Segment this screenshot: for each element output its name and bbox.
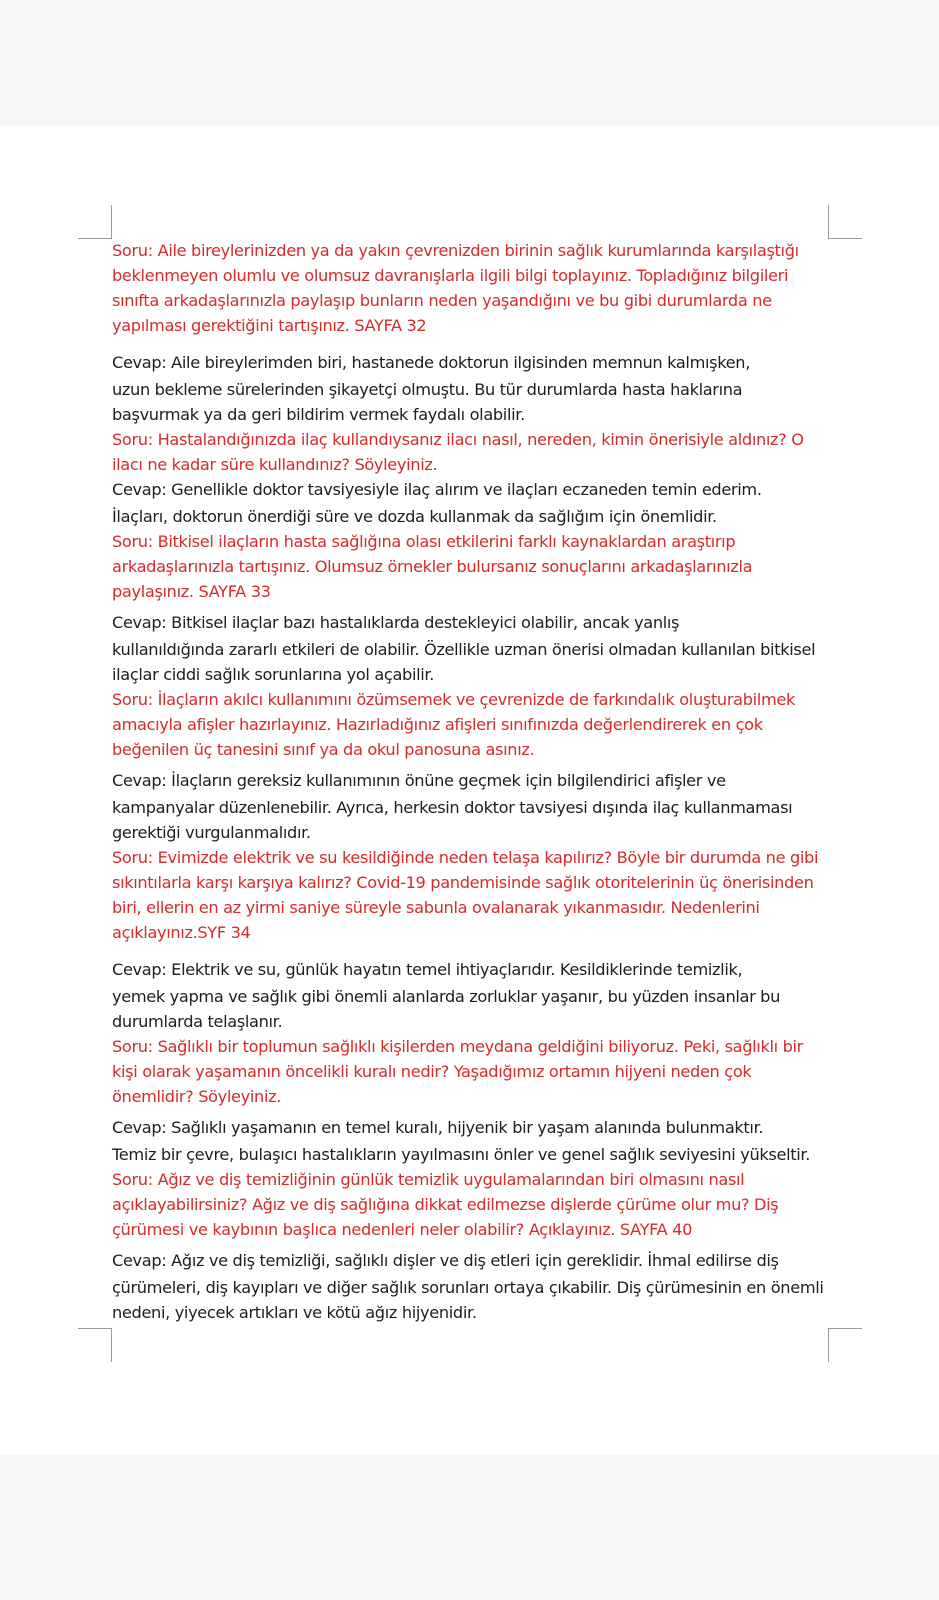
answer-7: [112, 1248, 828, 1325]
answer-3-first-line: Cevap: Bitkisel ilaçlar bazı hastalıklarda destekleyici olabilir, ancak yanlış: [112, 613, 680, 632]
answer-5: [112, 957, 828, 1034]
answer-6: [112, 1115, 828, 1167]
answer-2-rest: İlaçları, doktorun önerdiği süre ve dozda kullanmak da sağlığım için önemlidir.: [112, 507, 717, 526]
answer-1: [112, 350, 828, 427]
question-3: Soru: Bitkisel ilaçların hasta sağlığına olası etkilerini farklı kaynaklardan araştırıp arkadaşlarınızla tartışınız. Olumsuz örnekler bulursanız sonuçlarını arkadaşlarınızla paylaşınız. SAYFA 33: [112, 532, 753, 601]
question-1: Soru: Aile bireylerinizden ya da yakın çevrenizden birinin sağlık kurumlarında karşılaştığı beklenmeyen olumlu ve olumsuz davranışlarla ilgili bilgi toplayınız. Topladığınız bilgileri sınıfta arkadaşlarınızla paylaşıp bunların neden yaşandığını ve bu gibi durumlarda ne yapılması gerektiğini tartışınız. SAYFA 32: [112, 241, 799, 335]
answer-1-rest: uzun bekleme sürelerinden şikayetçi olmuştu. Bu tür durumlarda hasta haklarına başvurmak ya da geri bildirim vermek faydalı olabilir.: [112, 380, 743, 424]
answer-5-rest: yemek yapma ve sağlık gibi önemli alanlarda zorluklar yaşanır, bu yüzden insanlar bu durumlarda telaşlanır.: [112, 987, 781, 1031]
answer-7-first-line: Cevap: Ağız ve diş temizliği, sağlıklı dişler ve diş etleri için gereklidir. İhmal edilirse diş: [112, 1251, 779, 1270]
answer-1-first-line: Cevap: Aile bireylerimden biri, hastanede doktorun ilgisinden memnun kalmışken,: [112, 353, 750, 372]
crop-mark-bottom-left: [78, 1328, 112, 1362]
answer-4-rest: kampanyalar düzenlenebilir. Ayrıca, herkesin doktor tavsiyesi dışında ilaç kullanmaması gerektiği vurgulanmalıdır.: [112, 798, 793, 842]
document-page: [0, 125, 939, 1455]
answer-5-first-line: Cevap: Elektrik ve su, günlük hayatın temel ihtiyaçlarıdır. Kesildiklerinde temizlik,: [112, 960, 743, 979]
document-body: [112, 238, 828, 1325]
question-6: Soru: Sağlıklı bir toplumun sağlıklı kişilerden meydana geldiğini biliyoruz. Peki, sağlıklı bir kişi olarak yaşamanın öncelikli kuralı nedir? Yaşadığımız ortamın hijyeni neden çok önemlidir? Söyleyiniz.: [112, 1037, 803, 1106]
answer-2-first-line: Cevap: Genellikle doktor tavsiyesiyle ilaç alırım ve ilaçları eczaneden temin ederim.: [112, 480, 762, 499]
answer-2: [112, 477, 828, 529]
answer-4-first-line: Cevap: İlaçların gereksiz kullanımının önüne geçmek için bilgilendirici afişler ve: [112, 771, 726, 790]
crop-mark-bottom-right: [828, 1328, 862, 1362]
crop-mark-top-left: [78, 205, 112, 239]
question-7: Soru: Ağız ve diş temizliğinin günlük temizlik uygulamalarından biri olmasını nasıl açıklayabilirsiniz? Ağız ve diş sağlığına dikkat edilmezse dişlerde çürüme olur mu? Diş çürümesi ve kaybının başlıca nedenleri neler olabilir? Açıklayınız. SAYFA 40: [112, 1170, 779, 1239]
answer-7-rest: çürümeleri, diş kayıpları ve diğer sağlık sorunları ortaya çıkabilir. Diş çürümesinin en önemli nedeni, yiyecek artıkları ve kötü ağız hijyenidir.: [112, 1278, 824, 1322]
crop-mark-top-right: [828, 205, 862, 239]
answer-4: [112, 768, 828, 845]
question-5: Soru: Evimizde elektrik ve su kesildiğinde neden telaşa kapılırız? Böyle bir durumda ne gibi sıkıntılarla karşı karşıya kalırız? Covid-19 pandemisinde sağlık otoritelerinin üç önerisinden biri, ellerin en az yirmi saniye süreyle sabunla ovalanarak yıkanmasıdır. Nedenlerini açıklayınız.SYF 34: [112, 848, 819, 942]
question-2: Soru: Hastalandığınızda ilaç kullandıysanız ilacı nasıl, nereden, kimin önerisiyle aldınız? O ilacı ne kadar süre kullandınız? Söyleyiniz.: [112, 430, 804, 474]
question-4: Soru: İlaçların akılcı kullanımını özümsemek ve çevrenizde de farkındalık oluşturabilmek amacıyla afişler hazırlayınız. Hazırladığınız afişleri sınıfınızda değerlendirerek en çok beğenilen üç tanesini sınıf ya da okul panosuna asınız.: [112, 690, 795, 759]
answer-3-rest: kullanıldığında zararlı etkileri de olabilir. Özellikle uzman önerisi olmadan kullanılan bitkisel ilaçlar ciddi sağlık sorunlarına yol açabilir.: [112, 640, 816, 684]
answer-6-rest: Temiz bir çevre, bulaşıcı hastalıkların yayılmasını önler ve genel sağlık seviyesini yükseltir.: [112, 1145, 811, 1164]
answer-6-first-line: Cevap: Sağlıklı yaşamanın en temel kuralı, hijyenik bir yaşam alanında bulunmaktır.: [112, 1118, 764, 1137]
answer-3: [112, 610, 828, 687]
